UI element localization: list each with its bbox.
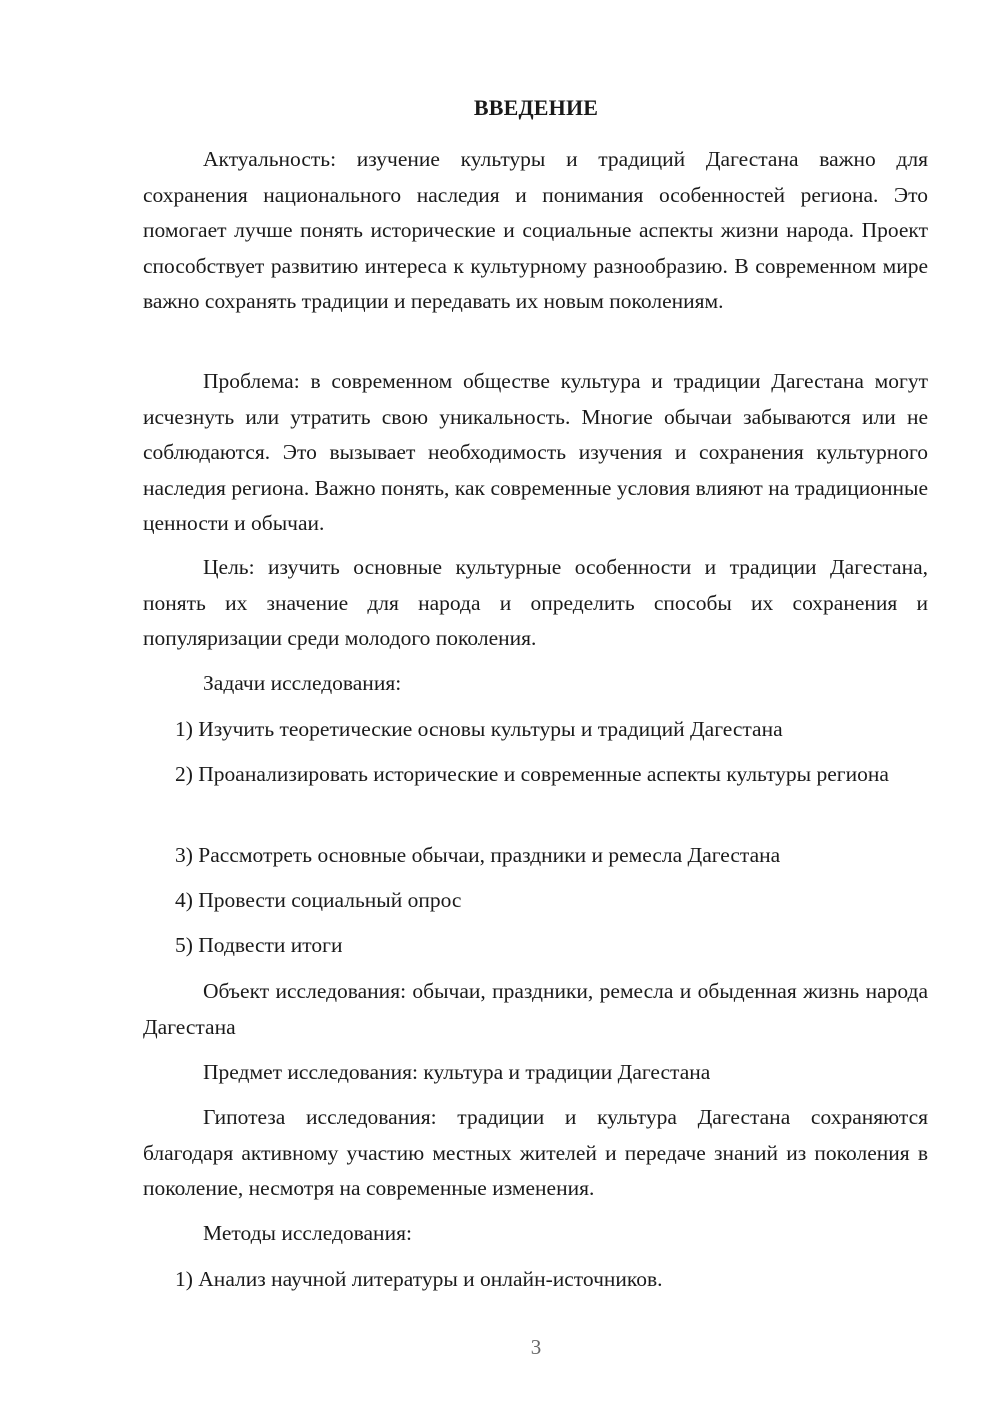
paragraph-object-block xyxy=(143,974,928,1045)
methods-heading: Методы исследования: xyxy=(203,1221,412,1245)
task-item: 3) Рассмотреть основные обычаи, праздники и ремесла Дагестана xyxy=(175,843,781,867)
task-item-5-block xyxy=(143,928,928,964)
paragraph-goal: Цель: изучить основные культурные особенности и традиции Дагестана, понять их значение для народа и определить способы их сохранения и популяризации среди молодого поколения. xyxy=(143,555,928,650)
task-item: 4) Провести социальный опрос xyxy=(175,888,462,912)
paragraph-goal-block xyxy=(143,550,928,657)
page-number: 3 xyxy=(530,1335,542,1359)
task-item-1-block xyxy=(143,712,928,748)
task-item: 2) Проанализировать исторические и современные аспекты культуры региона xyxy=(175,762,889,786)
tasks-heading: Задачи исследования: xyxy=(203,671,402,695)
paragraph-relevance-block xyxy=(143,142,928,320)
paragraph-subject: Предмет исследования: культура и традиции Дагестана xyxy=(203,1060,711,1084)
task-item-4-block xyxy=(143,883,928,919)
paragraph-hypothesis-block xyxy=(143,1100,928,1207)
paragraph-subject-block xyxy=(143,1055,928,1091)
tasks-heading-block xyxy=(143,666,928,702)
page-title: ВВЕДЕНИЕ xyxy=(473,95,599,120)
task-item: 5) Подвести итоги xyxy=(175,933,343,957)
paragraph-relevance: Актуальность: изучение культуры и традиций Дагестана важно для сохранения национального наследия и понимания особенностей региона. Это помогает лучше понять исторические и социальные аспекты жизни народа. Проект способствует развитию интереса к культурному разнообразию. В современном мире важно сохранять традиции и передавать их новым поколениям. xyxy=(143,147,928,313)
paragraph-hypothesis: Гипотеза исследования: традиции и культура Дагестана сохраняются благодаря активному участию местных жителей и передаче знаний из поколения в поколение, несмотря на современные изменения. xyxy=(143,1105,928,1200)
paragraph-object: Объект исследования: обычаи, праздники, ремесла и обыденная жизнь народа Дагестана xyxy=(143,979,928,1039)
method-item: 1) Анализ научной литературы и онлайн-источников. xyxy=(175,1267,663,1291)
methods-heading-block xyxy=(143,1216,928,1252)
paragraph-problem-block xyxy=(143,364,928,542)
task-item-2-block xyxy=(143,757,928,793)
method-item-1-block xyxy=(143,1262,928,1298)
task-item-3-block xyxy=(143,838,928,874)
paragraph-problem: Проблема: в современном обществе культура и традиции Дагестана могут исчезнуть или утратить свою уникальность. Многие обычаи забываются или не соблюдаются. Это вызывает необходимость изучения и сохранения культурного наследия региона. Важно понять, как современные условия влияют на традиционные ценности и обычаи. xyxy=(143,369,928,535)
task-item: 1) Изучить теоретические основы культуры и традиций Дагестана xyxy=(175,717,783,741)
